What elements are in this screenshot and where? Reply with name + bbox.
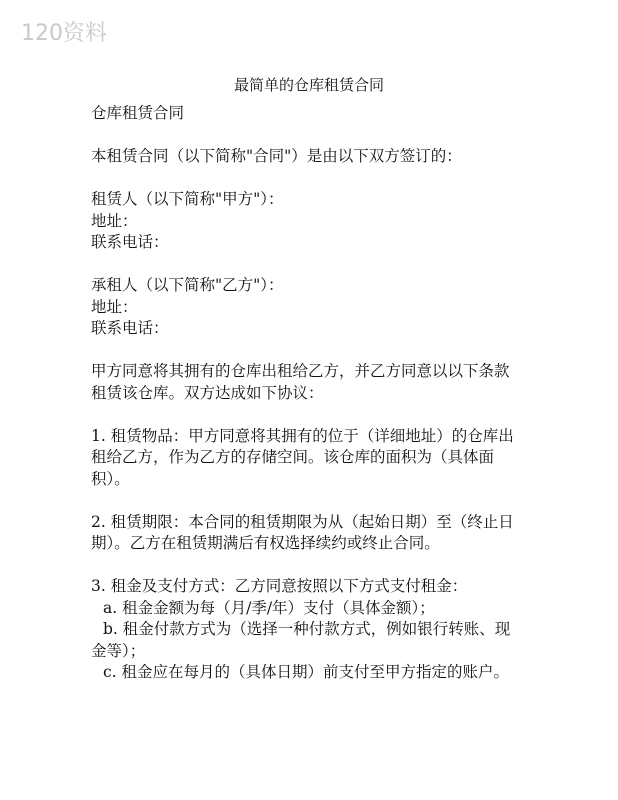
lessor-address-label: 地址： xyxy=(91,211,138,230)
lessee-address-label: 地址： xyxy=(91,297,138,316)
clause-3-item-a: a. 租金金额为每（月/季/年）支付（具体金额）； xyxy=(103,598,435,617)
clause-2-line-2: 期）。乙方在租赁期满后有权选择续约或终止合同。 xyxy=(91,534,440,552)
paragraph-gap xyxy=(91,254,541,276)
paragraph-gap xyxy=(91,404,541,426)
agreement-line-2: 租赁该仓库。双方达成如下协议： xyxy=(91,383,324,402)
agreement-line-1: 甲方同意将其拥有的仓库出租给乙方，并乙方同意以以下条款 xyxy=(91,362,510,380)
contract-heading: 仓库租赁合同 xyxy=(91,104,185,122)
clause-3-item-b-line-2: 金等）； xyxy=(91,641,146,660)
clause-1-line-2: 租给乙方，作为乙方的存储空间。该仓库的面积为（具体面 xyxy=(91,448,495,466)
watermark: 120资料 xyxy=(21,21,107,46)
clause-3-item-b-line-1: b. 租金付款方式为（选择一种付款方式，例如银行转账、现 xyxy=(103,620,511,638)
paragraph-gap xyxy=(91,340,541,362)
paragraph-gap xyxy=(91,125,541,147)
paragraph-gap xyxy=(91,168,541,190)
clause-3-line-1: 3. 租金及支付方式：乙方同意按照以下方式支付租金： xyxy=(91,577,468,595)
paragraph-gap xyxy=(91,555,541,577)
contract-body xyxy=(91,103,541,684)
intro-paragraph: 本租赁合同（以下简称"合同"）是由以下双方签订的： xyxy=(91,147,462,165)
lessee-label: 承租人（以下简称"乙方"）： xyxy=(91,276,284,294)
clause-3-item-c: c. 租金应在每月的（具体日期）前支付至甲方指定的账户。 xyxy=(103,663,510,681)
lessor-phone-label: 联系电话： xyxy=(91,233,169,251)
lessee-phone-label: 联系电话： xyxy=(91,319,169,337)
clause-1-line-1: 1. 租赁物品：甲方同意将其拥有的位于（详细地址）的仓库出 xyxy=(91,426,514,445)
document-title: 最简单的仓库租赁合同 xyxy=(233,76,384,94)
clause-2-line-1: 2. 租赁期限：本合同的租赁期限为从（起始日期）至（终止日 xyxy=(91,512,514,531)
lessor-label: 租赁人（以下简称"甲方"）： xyxy=(91,190,284,208)
paragraph-gap xyxy=(91,490,541,512)
clause-1-line-3: 积）。 xyxy=(91,469,130,488)
